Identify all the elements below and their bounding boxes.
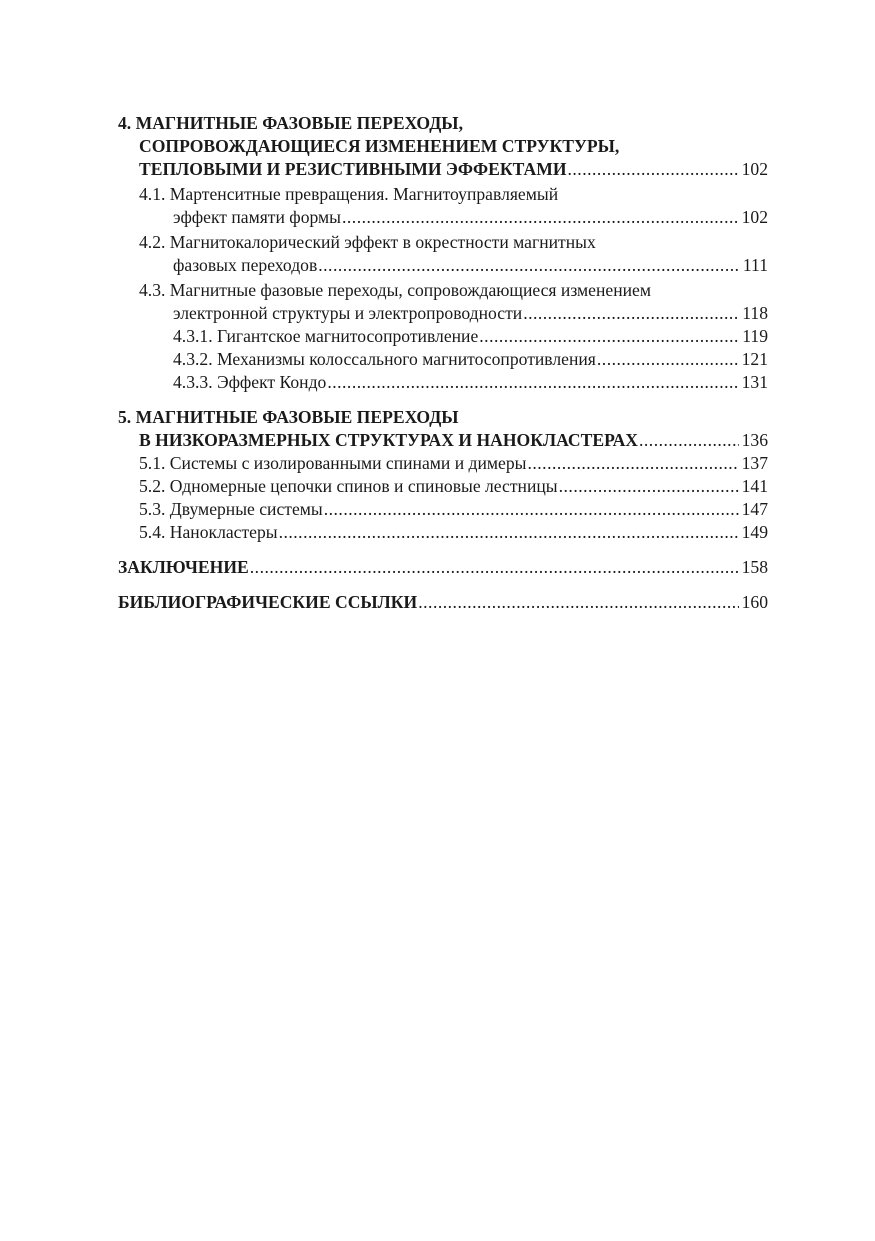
dot-leader — [559, 475, 739, 498]
bibliography-title: БИБЛИОГРАФИЧЕСКИЕ ССЫЛКИ — [118, 592, 418, 612]
toc-line — [118, 302, 768, 325]
dot-leader — [250, 556, 739, 579]
page-number: 149 — [741, 522, 768, 542]
page-number: 111 — [742, 255, 768, 275]
section-title-line-1: 4.1. Мартенситные превращения. Магнитоуправляемый — [139, 184, 559, 204]
dot-leader — [318, 254, 740, 277]
dot-leader — [327, 371, 738, 394]
dot-leader — [418, 591, 738, 614]
section-title-line-2: электронной структуры и электропроводности — [173, 303, 523, 323]
dot-leader — [279, 521, 739, 544]
dot-leader — [639, 429, 739, 452]
dot-leader — [523, 302, 739, 325]
page-number: 131 — [741, 372, 768, 392]
conclusion-title: ЗАКЛЮЧЕНИЕ — [118, 557, 249, 577]
dot-leader — [568, 158, 739, 181]
dot-leader — [324, 498, 739, 521]
chapter-4-title-line-3: ТЕПЛОВЫМИ И РЕЗИСТИВНЫМИ ЭФФЕКТАМИ — [139, 159, 567, 179]
toc-section-5-4[interactable] — [118, 521, 768, 544]
chapter-5-title-line-1: 5. МАГНИТНЫЕ ФАЗОВЫЕ ПЕРЕХОДЫ — [118, 407, 459, 427]
dot-leader — [479, 325, 739, 348]
page-number: 102 — [741, 207, 768, 227]
dot-leader — [342, 206, 739, 229]
page-number: 121 — [741, 349, 768, 369]
section-title: 5.4. Нанокластеры — [139, 522, 278, 542]
toc-subsection-4-3-3[interactable] — [118, 371, 768, 394]
page-number: 102 — [741, 159, 768, 179]
toc-conclusion[interactable] — [118, 556, 768, 579]
chapter-4-title-line-2: СОПРОВОЖДАЮЩИЕСЯ ИЗМЕНЕНИЕМ СТРУКТУРЫ, — [139, 136, 620, 156]
section-title-line-1: 4.2. Магнитокалорический эффект в окрестности магнитных — [139, 232, 596, 252]
subsection-title: 4.3.3. Эффект Кондо — [173, 372, 327, 392]
toc-bibliography[interactable] — [118, 591, 768, 614]
toc-line — [118, 254, 768, 277]
subsection-title: 4.3.2. Механизмы колоссального магнитосопротивления — [173, 349, 596, 369]
section-title: 5.2. Одномерные цепочки спинов и спиновые лестницы — [139, 476, 558, 496]
page-number: 160 — [741, 592, 768, 612]
toc-section-4-3[interactable] — [118, 279, 768, 325]
toc-section-5-1[interactable] — [118, 452, 768, 475]
toc-chapter-5[interactable] — [118, 406, 768, 452]
page-number: 137 — [741, 453, 768, 473]
page-number: 118 — [742, 303, 768, 323]
dot-leader — [527, 452, 738, 475]
page-number: 119 — [742, 326, 768, 346]
page-number: 158 — [741, 557, 768, 577]
section-title-line-1: 4.3. Магнитные фазовые переходы, сопровождающиеся изменением — [139, 280, 651, 300]
section-title: 5.1. Системы с изолированными спинами и димеры — [139, 453, 527, 473]
chapter-4-title-line-1: 4. МАГНИТНЫЕ ФАЗОВЫЕ ПЕРЕХОДЫ, — [118, 113, 463, 133]
toc-section-4-2[interactable] — [118, 231, 768, 277]
toc-section-5-2[interactable] — [118, 475, 768, 498]
toc-subsection-4-3-1[interactable] — [118, 325, 768, 348]
page-number: 147 — [741, 499, 768, 519]
toc-section-4-1[interactable] — [118, 183, 768, 229]
toc-line — [118, 206, 768, 229]
toc-section-5-3[interactable] — [118, 498, 768, 521]
section-title-line-2: эффект памяти формы — [173, 207, 341, 227]
table-of-contents — [118, 112, 768, 614]
toc-line — [118, 158, 768, 181]
dot-leader — [597, 348, 739, 371]
page-number: 141 — [741, 476, 768, 496]
section-title: 5.3. Двумерные системы — [139, 499, 323, 519]
toc-subsection-4-3-2[interactable] — [118, 348, 768, 371]
page-number: 136 — [741, 430, 768, 450]
chapter-5-title-line-2: В НИЗКОРАЗМЕРНЫХ СТРУКТУРАХ И НАНОКЛАСТЕРАХ — [139, 430, 638, 450]
toc-chapter-4[interactable] — [118, 112, 768, 181]
section-title-line-2: фазовых переходов — [173, 255, 318, 275]
subsection-title: 4.3.1. Гигантское магнитосопротивление — [173, 326, 479, 346]
toc-line — [118, 429, 768, 452]
